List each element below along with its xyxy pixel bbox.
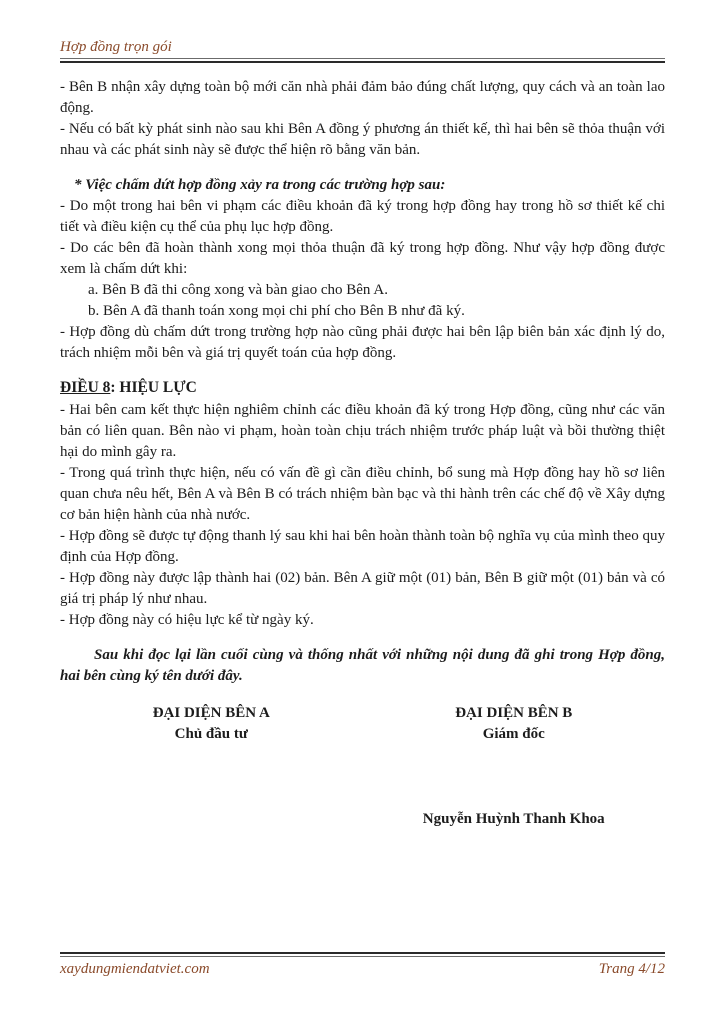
termination-item-3: - Hợp đồng dù chấm dứt trong trường hợp nào cũng phải được hai bên lập biên bản xác định lý do, trách nhiệm mỗi bên và giá trị quyết toán của hợp đồng. xyxy=(60,324,665,361)
footer-line xyxy=(60,961,665,978)
party-a-role: Chủ đầu tư xyxy=(174,726,248,742)
termination-item-2a: a. Bên B đã thi công xong và bàn giao cho Bên A. xyxy=(88,282,388,298)
termination-heading: * Việc chấm dứt hợp đồng xảy ra trong các trường hợp sau: xyxy=(74,177,446,193)
obligation-paragraph-1: - Bên B nhận xây dựng toàn bộ mới căn nhà phải đảm bảo đúng chất lượng, quy cách và an toàn lao động. xyxy=(60,79,665,116)
article-8-item-3: - Hợp đồng sẽ được tự động thanh lý sau khi hai bên hoàn thành toàn bộ nghĩa vụ của mình theo quy định của Hợp đồng. xyxy=(60,528,665,565)
running-footer xyxy=(60,952,665,978)
document-header-title: Hợp đồng trọn gói xyxy=(60,39,172,55)
party-b-role: Giám đốc xyxy=(482,726,545,742)
footer-website: xaydungmiendatviet.com xyxy=(60,961,210,977)
signature-party-b xyxy=(363,703,666,745)
closing-statement: Sau khi đọc lại lần cuối cùng và thống nhất với những nội dung đã ghi trong Hợp đồng, hai bên cùng ký tên dưới đây. xyxy=(60,647,665,684)
document-body xyxy=(60,77,665,830)
article-8-item-4: - Hợp đồng này được lập thành hai (02) bản. Bên A giữ một (01) bản, Bên B giữ một (01) bản và có giá trị pháp lý như nhau. xyxy=(60,570,665,607)
signature-party-a xyxy=(60,703,363,745)
article-8-title: : HIỆU LỰC xyxy=(110,379,197,396)
running-header xyxy=(60,38,665,63)
header-rule xyxy=(60,58,665,63)
article-8-number: ĐIỀU 8 xyxy=(60,379,111,396)
article-8-item-1: - Hai bên cam kết thực hiện nghiêm chỉnh các điều khoản đã ký trong Hợp đồng, cũng như các văn bản có liên quan. Bên nào vi phạm, hoàn toàn chịu trách nhiệm trước pháp luật và bồi thường thiệt hại do mình gây ra. xyxy=(60,402,665,460)
party-b-signer-name: Nguyễn Huỳnh Thanh Khoa xyxy=(422,811,605,827)
termination-item-1: - Do một trong hai bên vi phạm các điều khoản đã ký trong hợp đồng hay trong hồ sơ thiết kế chi tiết và điều kiện cụ thể của phụ lục hợp đồng. xyxy=(60,198,665,235)
termination-item-2b: b. Bên A đã thanh toán xong mọi chi phí cho Bên B như đã ký. xyxy=(88,303,465,319)
termination-item-2: - Do các bên đã hoàn thành xong mọi thỏa thuận đã ký trong hợp đồng. Như vậy hợp đồng được xem là chấm dứt khi: xyxy=(60,240,665,277)
article-8-item-2: - Trong quá trình thực hiện, nếu có vấn đề gì cần điều chỉnh, bổ sung mà Hợp đồng hay hồ sơ liên quan chưa nêu hết, Bên A và Bên B có trách nhiệm bàn bạc và thi hành trên các chế độ về Xây dựng cơ bản hiện hành của nhà nước. xyxy=(60,465,665,523)
footer-rule xyxy=(60,952,665,957)
party-a-signature-space xyxy=(60,809,363,830)
party-b-heading: ĐẠI DIỆN BÊN B xyxy=(455,705,573,721)
party-a-heading: ĐẠI DIỆN BÊN A xyxy=(152,705,270,721)
party-b-signature-space xyxy=(363,809,666,830)
obligation-paragraph-2: - Nếu có bất kỳ phát sinh nào sau khi Bên A đồng ý phương án thiết kế, thì hai bên sẽ thỏa thuận với nhau và các phát sinh này sẽ được thể hiện rõ bằng văn bản. xyxy=(60,121,665,158)
signature-headings-row xyxy=(60,703,665,745)
article-8-item-5: - Hợp đồng này có hiệu lực kể từ ngày ký. xyxy=(60,612,314,628)
article-8-heading xyxy=(60,376,665,400)
footer-page-number: Trang 4/12 xyxy=(598,961,665,977)
signature-names-row xyxy=(60,809,665,830)
